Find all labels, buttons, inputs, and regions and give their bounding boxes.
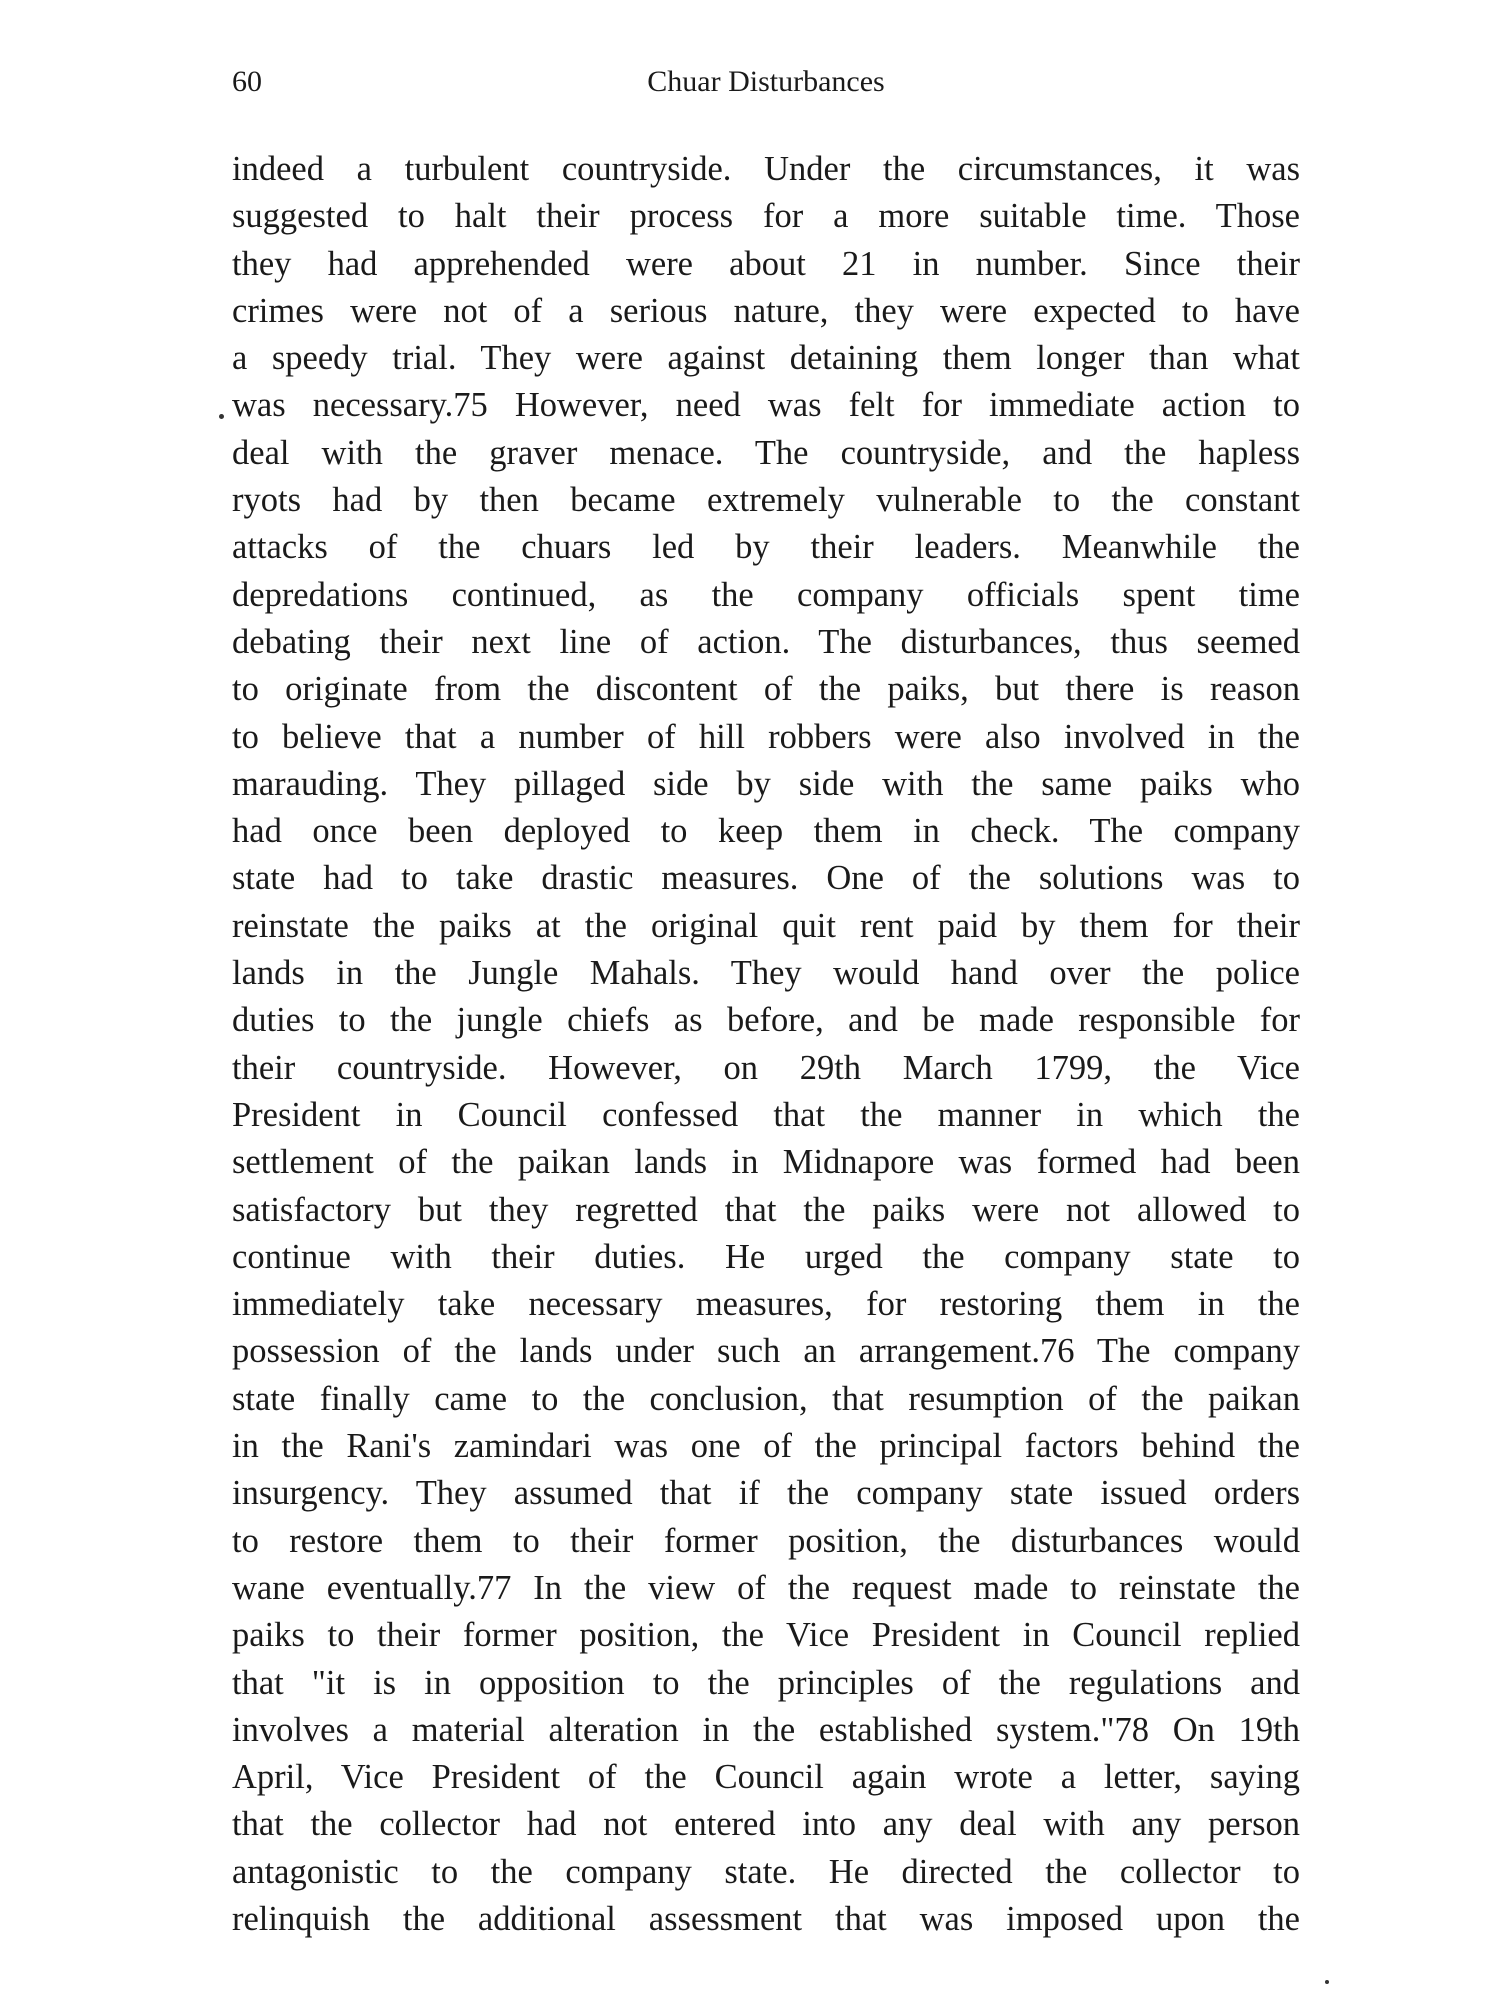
text-line: possession of the lands under such an arrangement.76 The company xyxy=(232,1332,1300,1371)
page-number: 60 xyxy=(232,65,262,98)
text-line: April, Vice President of the Council again wrote a letter, saying xyxy=(232,1758,1300,1797)
text-line: relinquish the additional assessment that was imposed upon the xyxy=(232,1899,1300,1938)
text-line: ryots had by then became extremely vulnerable to the constant xyxy=(232,481,1300,520)
text-line: duties to the jungle chiefs as before, and be made responsible for xyxy=(232,1001,1300,1040)
text-line: antagonistic to the company state. He directed the collector to xyxy=(232,1852,1300,1891)
text-line: their countryside. However, on 29th March 1799, the Vice xyxy=(232,1048,1300,1087)
text-line: to believe that a number of hill robbers were also involved in the xyxy=(232,717,1300,756)
text-line: insurgency. They assumed that if the company state issued orders xyxy=(232,1474,1300,1513)
text-line: depredations continued, as the company officials spent time xyxy=(232,575,1300,614)
text-line: satisfactory but they regretted that the paiks were not allowed to xyxy=(232,1190,1300,1229)
text-line: to originate from the discontent of the paiks, but there is reason xyxy=(232,670,1300,709)
text-line: settlement of the paikan lands in Midnapore was formed had been xyxy=(232,1143,1300,1182)
text-line: state finally came to the conclusion, that resumption of the paikan xyxy=(232,1379,1300,1418)
text-line: they had apprehended were about 21 in number. Since their xyxy=(232,244,1300,283)
text-line: was necessary.75 However, need was felt for immediate action to xyxy=(232,386,1300,425)
body-paragraph xyxy=(232,146,1300,1943)
text-line: marauding. They pillaged side by side with the same paiks who xyxy=(232,764,1300,803)
text-line: that "it is in opposition to the principles of the regulations and xyxy=(232,1663,1300,1702)
text-line: paiks to their former position, the Vice President in Council replied xyxy=(232,1616,1300,1655)
text-line: crimes were not of a serious nature, they were expected to have xyxy=(232,291,1300,330)
text-line: a speedy trial. They were against detaining them longer than what xyxy=(232,339,1300,378)
text-line: indeed a turbulent countryside. Under the circumstances, it was xyxy=(232,150,1300,188)
text-line: President in Council confessed that the manner in which the xyxy=(232,1095,1300,1134)
scan-speck xyxy=(219,414,224,419)
text-line: debating their next line of action. The disturbances, thus seemed xyxy=(232,622,1300,661)
running-title: Chuar Disturbances xyxy=(647,65,885,98)
text-line: reinstate the paiks at the original quit rent paid by them for their xyxy=(232,906,1300,945)
scan-speck xyxy=(1325,1980,1329,1984)
text-line: lands in the Jungle Mahals. They would hand over the police xyxy=(232,954,1300,993)
text-line: wane eventually.77 In the view of the request made to reinstate the xyxy=(232,1568,1300,1607)
text-line: that the collector had not entered into any deal with any person xyxy=(232,1805,1300,1844)
text-line: continue with their duties. He urged the company state to xyxy=(232,1237,1300,1276)
page-header xyxy=(232,62,1300,102)
text-line: state had to take drastic measures. One of the solutions was to xyxy=(232,859,1300,898)
text-line: attacks of the chuars led by their leaders. Meanwhile the xyxy=(232,528,1300,567)
text-line: had once been deployed to keep them in check. The company xyxy=(232,812,1300,851)
text-line: to restore them to their former position, the disturbances would xyxy=(232,1521,1300,1560)
text-line: in the Rani's zamindari was one of the principal factors behind the xyxy=(232,1427,1300,1466)
text-line: deal with the graver menace. The countryside, and the hapless xyxy=(232,433,1300,472)
text-line: involves a material alteration in the established system."78 On 19th xyxy=(232,1710,1300,1749)
text-line: immediately take necessary measures, for restoring them in the xyxy=(232,1285,1300,1324)
text-line: suggested to halt their process for a more suitable time. Those xyxy=(232,197,1300,236)
